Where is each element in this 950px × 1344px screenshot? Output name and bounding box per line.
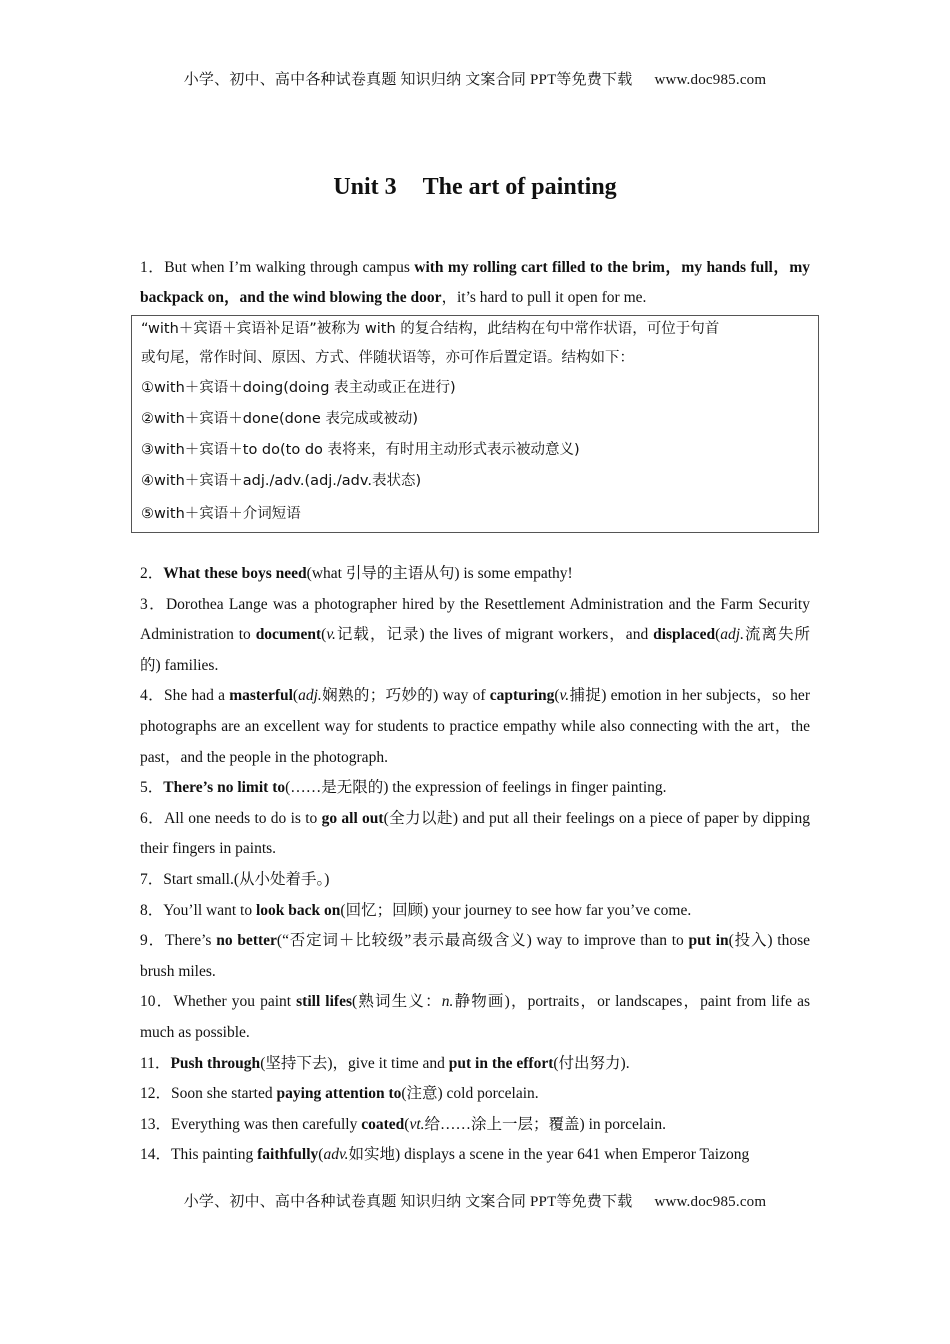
text-segment: (回忆；回顾) your journey to see how far you’ve come. [340, 901, 692, 919]
text-segment: 静物画)，portraits，or landscapes，paint from life as much as possible. [140, 993, 810, 1041]
text-segment: (投入) those brush miles. [140, 932, 810, 980]
text-segment: 给……涂上一层；覆盖) in porcelain. [424, 1115, 667, 1133]
text-segment: 13．Everything was then carefully [140, 1115, 362, 1133]
list-item [140, 1079, 810, 1110]
key-phrase: coated [361, 1115, 405, 1133]
part-of-speech: adv. [323, 1146, 349, 1164]
text-segment: ( [715, 626, 721, 644]
text-segment: 4．She had a [140, 687, 230, 705]
note-rule-2: ②with＋宾语＋done(done 表完成或被动) [141, 411, 419, 427]
list-item [140, 1140, 810, 1171]
key-phrase: There’s no limit to [163, 779, 286, 797]
key-phrase: with my rolling cart filled to the brim，my hands full，my backpack on，and the wind blowing the door [140, 259, 810, 306]
header-text: 小学、初中、高中各种试卷真题 知识归纳 文案合同 PPT等免费下载 [183, 72, 633, 88]
part-of-speech: adj. [298, 687, 322, 705]
part-of-speech: v. [326, 626, 336, 644]
text-segment: 如实地) displays a scene in the year 641 when Emperor Taizong [348, 1146, 750, 1164]
key-phrase: faithfully [257, 1146, 319, 1164]
text-segment: 1．But when I’m walking through campus [140, 259, 415, 276]
header-url: www.doc985.com [654, 72, 767, 88]
note-intro-line-2: 或句尾，常作时间、原因、方式、伴随状语等，亦可作后置定语。结构如下： [141, 350, 634, 366]
footer-text: 小学、初中、高中各种试卷真题 知识归纳 文案合同 PPT等免费下载 [183, 1194, 633, 1210]
key-phrase: put in the effort [448, 1054, 554, 1072]
note-rule-5: ⑤with＋宾语＋介词短语 [141, 506, 301, 522]
text-segment: 捕捉) emotion in her subjects，so her photographs are an excellent way for students to practice empathy while also connecting with the art，the past，and the people in the photograph. [140, 687, 810, 766]
note-rule-3: ③with＋宾语＋to do(to do 表将来，有时用主动形式表示被动意义) [141, 442, 580, 458]
list-item [140, 865, 810, 896]
text-segment: ( [404, 1115, 410, 1133]
key-phrase: still lifes [296, 993, 352, 1011]
key-phrase: Push through [170, 1054, 261, 1072]
text-segment: (“否定词＋比较级”表示最高级含义) way to improve than to [276, 932, 689, 950]
text-segment: (注意) cold porcelain. [401, 1085, 539, 1103]
text-segment: ，it’s hard to pull it open for me. [441, 289, 647, 306]
text-segment: 7．Start small.(从小处着手。) [140, 870, 330, 888]
page-footer [0, 1190, 950, 1211]
list-item [140, 681, 810, 773]
list-item [140, 804, 810, 865]
list-item [140, 1110, 810, 1141]
part-of-speech: adj. [720, 626, 744, 644]
text-segment: 11． [140, 1054, 171, 1072]
key-phrase: displaced [653, 626, 716, 644]
list-item [140, 1049, 810, 1080]
text-segment: 流离失所的) families. [140, 626, 810, 674]
key-phrase: look back on [255, 901, 341, 919]
list-item [140, 926, 810, 987]
part-of-speech: n. [441, 993, 454, 1011]
text-segment: 5． [140, 779, 164, 797]
text-segment: (坚持下去)，give it time and [260, 1054, 449, 1072]
part-of-speech: vt. [409, 1115, 425, 1133]
text-segment: 6．All one needs to do is to [140, 809, 322, 827]
item-1 [140, 253, 810, 313]
list-item [140, 590, 810, 682]
key-phrase: paying attention to [276, 1085, 402, 1103]
key-phrase: document [255, 626, 322, 644]
text-segment: ( [321, 626, 327, 644]
text-segment: ( [554, 687, 560, 705]
text-segment: 10．Whether you paint [140, 993, 297, 1011]
text-segment: (……是无限的) the expression of feelings in finger painting. [285, 779, 667, 797]
text-segment: 娴熟的；巧妙的) way of [321, 687, 490, 705]
list-item [140, 559, 810, 590]
text-segment: 记载，记录) the lives of migrant workers，and [335, 626, 654, 644]
text-segment: 3．Dorothea Lange was a photographer hired by the Resettlement Administration and the Farm Security Administration to [140, 595, 810, 644]
text-segment: 14．This painting [140, 1146, 258, 1164]
key-phrase: put in [688, 932, 729, 950]
grammar-note-box [131, 315, 819, 533]
text-segment: (熟词生义： [352, 993, 442, 1011]
text-segment: 12．Soon she started [140, 1085, 277, 1103]
title-name: The art of painting [422, 174, 617, 200]
text-segment: 9．There’s [140, 932, 217, 950]
part-of-speech: v. [559, 687, 570, 705]
page-title [0, 174, 950, 201]
text-segment: 8．You’ll want to [140, 901, 256, 919]
text-segment: ( [292, 687, 299, 705]
text-segment: (what 引导的主语从句) is some empathy! [306, 565, 573, 582]
key-phrase: no better [216, 932, 277, 950]
list-item [140, 896, 810, 927]
key-phrase: go all out [321, 809, 384, 827]
list-item [140, 253, 810, 313]
page-header [0, 68, 950, 89]
list-item [140, 987, 810, 1048]
footer-url: www.doc985.com [654, 1194, 767, 1210]
note-intro-line-1: “with＋宾语＋宾语补足语”被称为 with 的复合结构，此结构在句中常作状语，可位于句首 [141, 321, 720, 337]
list-item [140, 773, 810, 804]
key-phrase: What these boys need [163, 565, 307, 582]
text-segment: (全力以赴) and put all their feelings on a piece of paper by dipping their fingers in paints. [140, 809, 810, 858]
text-segment: (付出努力). [553, 1054, 630, 1072]
title-unit: Unit 3 [333, 174, 397, 200]
vocabulary-items [140, 559, 810, 1171]
note-rule-4: ④with＋宾语＋adj./adv.(adj./adv.表状态) [141, 473, 422, 489]
key-phrase: capturing [489, 687, 555, 705]
note-rule-1: ①with＋宾语＋doing(doing 表主动或正在进行) [141, 380, 456, 396]
text-segment: ( [318, 1146, 324, 1164]
text-segment: 2． [140, 565, 164, 582]
key-phrase: masterful [229, 687, 293, 705]
